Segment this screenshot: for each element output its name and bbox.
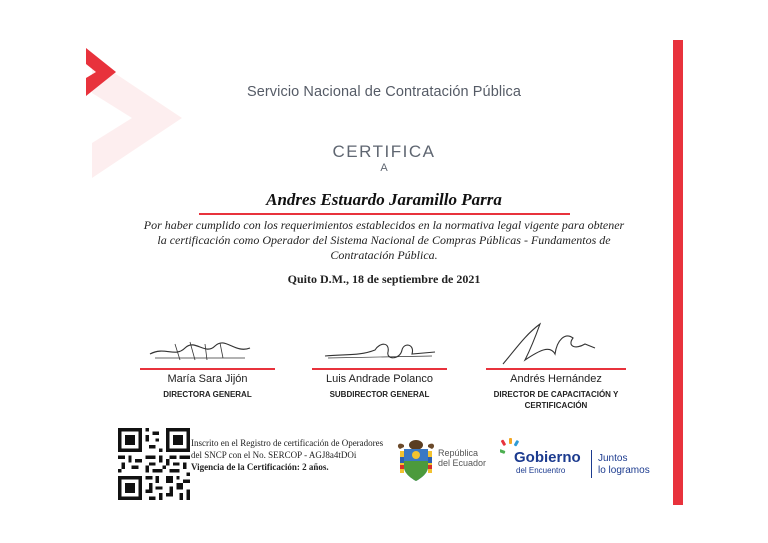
registry-text: Inscrito en el Registro de certificación de Operadores del SNCP con el No. SERCOP - AGJ8a4tDOi bbox=[191, 438, 384, 460]
gobierno-title: Gobierno bbox=[514, 449, 581, 466]
republica-del-ecuador-label bbox=[438, 448, 486, 468]
ecuador-coat-of-arms-icon bbox=[396, 437, 436, 483]
signature-2-image bbox=[320, 336, 440, 366]
recipient-underline bbox=[199, 213, 570, 215]
validity-text: Vigencia de la Certificación: 2 años. bbox=[191, 462, 329, 472]
certificate-date: Quito D.M., 18 de septiembre de 2021 bbox=[287, 272, 481, 286]
republica-line-1: República bbox=[438, 448, 479, 458]
qr-code-icon bbox=[118, 428, 190, 500]
juntos-line-2: lo logramos bbox=[598, 465, 650, 476]
republica-line-2: del Ecuador bbox=[438, 458, 487, 468]
signature-3-name: Andrés Hernández bbox=[510, 373, 602, 385]
signature-1-title: DIRECTORA GENERAL bbox=[163, 390, 252, 399]
signature-3-title: DIRECTOR DE CAPACITACIÓN Y CERTIFICACIÓN bbox=[493, 390, 619, 410]
juntos-line-1: Juntos bbox=[598, 453, 628, 464]
gobierno-subtitle: del Encuentro bbox=[516, 466, 566, 475]
signature-1-name: María Sara Jijón bbox=[167, 373, 248, 385]
signature-3-image bbox=[495, 320, 605, 368]
juntos-lo-logramos bbox=[598, 453, 650, 477]
signature-2-title: SUBDIRECTOR GENERAL bbox=[329, 390, 430, 399]
signature-1-image bbox=[145, 336, 255, 366]
logo-divider bbox=[591, 450, 592, 478]
registry-block bbox=[191, 437, 391, 473]
signature-3-line bbox=[486, 368, 626, 370]
certificate-title: CERTIFICA bbox=[332, 142, 436, 161]
certificate-subtitle: A bbox=[380, 162, 388, 174]
signature-1-line bbox=[140, 368, 275, 370]
recipient-name: Andres Estuardo Jaramillo Parra bbox=[266, 190, 502, 209]
signature-2-line bbox=[312, 368, 447, 370]
organization-name: Servicio Nacional de Contratación Pública bbox=[246, 84, 522, 100]
certificate-description: Por haber cumplido con los requerimientos establecidos en la normativa legal vigente para obtener la certificación como Operador del Sistema Nacional de Compras Públicas - Fundamentos de Contratación Pública. bbox=[143, 218, 625, 262]
signature-2-name: Luis Andrade Polanco bbox=[325, 373, 434, 385]
